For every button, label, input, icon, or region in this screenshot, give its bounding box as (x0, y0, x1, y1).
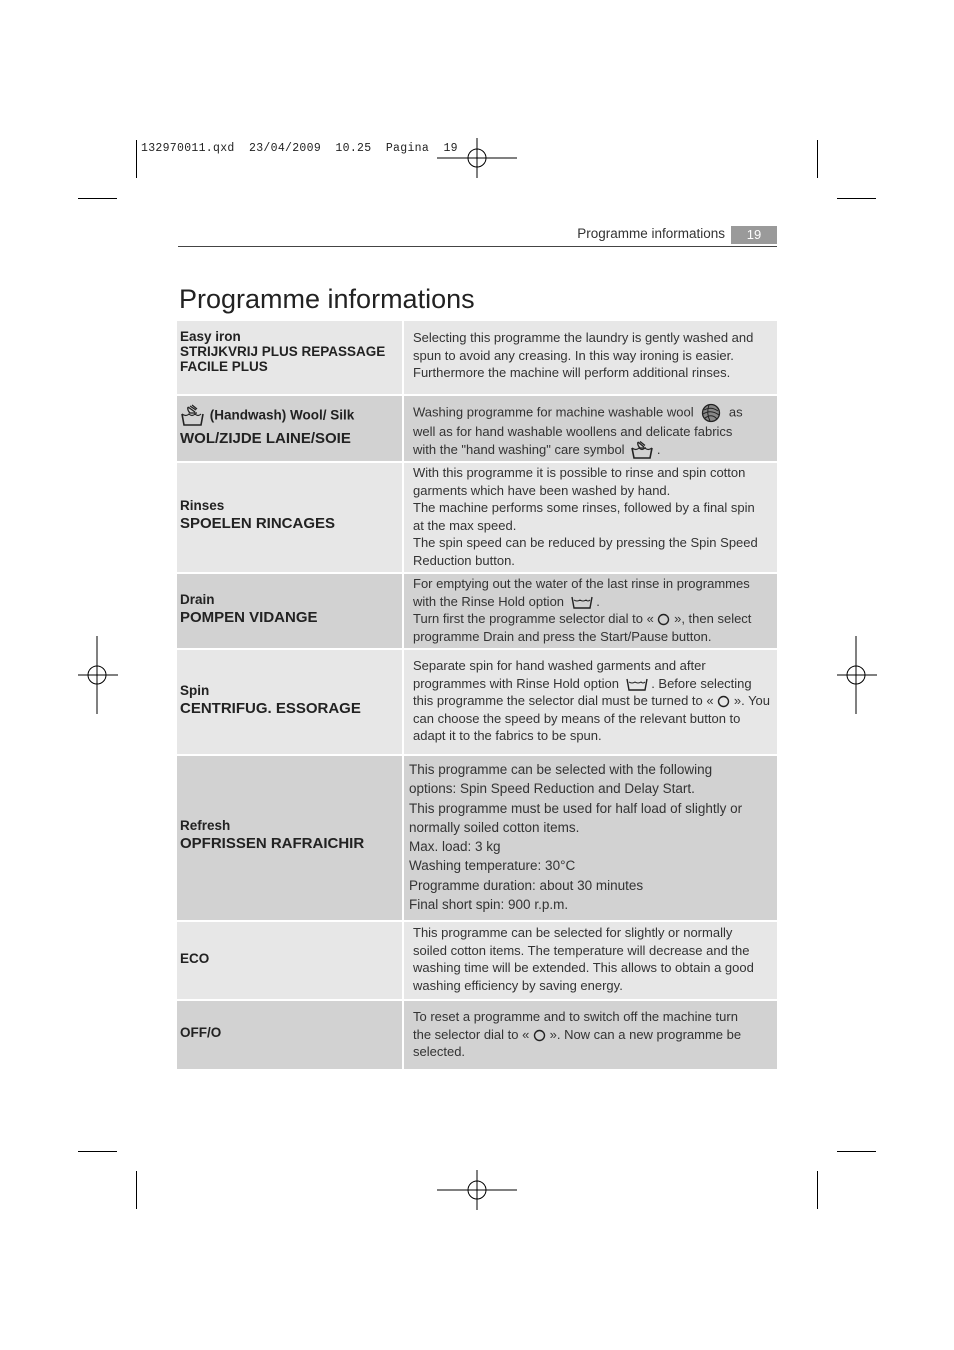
crop-mark (837, 1151, 876, 1152)
handwash-care-symbol-icon (631, 441, 653, 459)
programme-label-cell (177, 1001, 402, 1069)
description-line: With this programme it is possible to rinse and spin cotton (413, 465, 746, 480)
running-header: Programme informations (577, 226, 725, 241)
description-line: Separate spin for hand washed garments and after (413, 658, 706, 673)
programme-label-cell (177, 650, 402, 754)
description-line: the selector dial to « (413, 1026, 530, 1042)
crop-mark (817, 1171, 818, 1209)
programme-row-off (177, 1001, 777, 1069)
programme-name-nl-fr: FACILE PLUS (180, 359, 268, 374)
description-line: This programme must be used for half load of slightly or (409, 800, 743, 816)
wool-ball-icon (700, 403, 722, 423)
description-line: Programme duration: about 30 minutes (409, 877, 644, 893)
description-line: options: Spin Speed Reduction and Delay Start. (409, 781, 695, 797)
description-line: as (728, 404, 743, 420)
description-line: with the Rinse Hold option (413, 593, 565, 609)
programme-description-cell (404, 321, 777, 394)
description-line: For emptying out the water of the last rinse in programmes (413, 576, 750, 591)
description-line: Furthermore the machine will perform additional rinses. (413, 365, 731, 381)
programme-label-cell (177, 574, 402, 648)
programme-description-cell (404, 1001, 777, 1069)
description-line: This programme can be selected with the following (409, 762, 713, 777)
programme-name: Refresh (180, 818, 231, 833)
rinse-hold-tub-icon (571, 595, 593, 609)
page-title: Programme informations (179, 284, 475, 314)
description-line: Final short spin: 900 r.p.m. (409, 897, 569, 913)
description-line: spun to avoid any creasing. In this way ironing is easier. (413, 347, 734, 363)
programme-row-spin (177, 650, 777, 754)
programme-label-cell (177, 463, 402, 572)
programme-description-cell (404, 756, 777, 920)
header-rule (178, 246, 777, 247)
programme-name-nl-fr: CENTRIFUG. ESSORAGE (180, 700, 361, 717)
description-line: This programme can be selected for slightly or normally (413, 925, 733, 940)
description-line: ». You (733, 693, 770, 709)
description-line: Reduction button. (413, 552, 515, 568)
description-line: . (596, 593, 600, 609)
registration-mark-right (837, 636, 877, 714)
registration-mark-left (78, 636, 118, 714)
crop-mark (136, 140, 137, 178)
description-line: garments which have been washed by hand. (413, 482, 671, 498)
crop-mark (837, 198, 876, 199)
description-line: Max. load: 3 kg (409, 839, 501, 855)
description-line: programmes with Rinse Hold option (413, 675, 619, 691)
programme-description-cell (404, 650, 777, 754)
rinse-hold-tub-icon (626, 677, 648, 691)
description-line: The machine performs some rinses, followed by a final spin (413, 500, 755, 516)
programme-row-wool-silk (177, 396, 777, 461)
description-line: can choose the speed by means of the relevant button to (413, 710, 741, 726)
programme-name: Rinses (180, 498, 225, 513)
description-line: », then select (674, 611, 752, 627)
programme-name-nl-fr: SPOELEN RINCAGES (180, 515, 336, 532)
programme-name: OFF/O (180, 1025, 222, 1040)
programme-row-refresh (177, 756, 777, 920)
programme-row-drain (177, 574, 777, 648)
off-circle-icon (717, 695, 730, 708)
description-line: well as for hand washable woollens and delicate fabrics (413, 424, 733, 439)
programme-name-nl-fr: STRIJKVRIJ PLUS REPASSAGE (180, 344, 386, 359)
description-line: selected. (413, 1044, 466, 1060)
description-line: washing time will be extended. This allows to obtain a good (413, 960, 754, 976)
description-line: Turn first the programme selector dial to « (413, 611, 654, 627)
programme-description-cell (404, 396, 777, 461)
description-line: soiled cotton items. The temperature will decrease and the (413, 942, 750, 958)
crop-mark (136, 1171, 137, 1209)
print-slug: 132970011.qxd 23/04/2009 10.25 Pagina 19 (141, 142, 458, 155)
crop-mark (817, 140, 818, 178)
off-circle-icon (533, 1029, 546, 1042)
description-line: washing efficiency by saving energy. (413, 977, 623, 993)
description-line: . Before selecting (651, 675, 752, 691)
description-line: ». Now can a new programme be (549, 1026, 742, 1042)
programme-description-cell (404, 922, 777, 999)
crop-mark (78, 198, 117, 199)
programme-name: Drain (180, 592, 215, 607)
programme-description-cell (404, 574, 777, 648)
programme-name: (Handwash) Wool/ Silk (209, 407, 355, 423)
programme-description-cell (404, 463, 777, 572)
programme-name-nl-fr: OPFRISSEN RAFRAICHIR (180, 835, 365, 852)
programme-name: ECO (180, 951, 210, 966)
description-line: Selecting this programme the laundry is gently washed and (413, 330, 754, 345)
programme-name-nl-fr: WOL/ZIJDE LAINE/SOIE (180, 430, 351, 447)
programme-label-cell (177, 922, 402, 999)
programme-name: Spin (180, 683, 210, 698)
registration-mark-bottom (437, 1170, 517, 1210)
description-line: . (656, 441, 661, 457)
description-line: The spin speed can be reduced by pressing the Spin Speed (413, 535, 758, 551)
description-line: this programme the selector dial must be turned to « (413, 693, 714, 709)
off-circle-icon (657, 613, 670, 626)
programme-label-cell (177, 396, 402, 461)
programme-row-rinses (177, 463, 777, 572)
programme-label-cell (177, 756, 402, 920)
description-line: Washing temperature: 30°C (409, 858, 576, 874)
programme-row-easy-iron (177, 321, 777, 394)
programme-name-nl-fr: POMPEN VIDANGE (180, 609, 318, 626)
programme-name: Easy iron (180, 329, 241, 344)
description-line: normally soiled cotton items. (409, 819, 580, 835)
crop-mark (78, 1151, 117, 1152)
programme-row-eco (177, 922, 777, 999)
description-line: Washing programme for machine washable wool (413, 404, 694, 420)
description-line: with the "hand washing" care symbol (413, 441, 625, 457)
programme-label-cell (177, 321, 402, 394)
description-line: adapt it to the fabrics to be spun. (413, 728, 602, 744)
handwash-tub-icon (180, 404, 206, 428)
page-number: 19 (731, 226, 777, 244)
description-line: programme Drain and press the Start/Pause button. (413, 628, 712, 644)
description-line: To reset a programme and to switch off the machine turn (413, 1009, 738, 1024)
description-line: at the max speed. (413, 517, 517, 533)
